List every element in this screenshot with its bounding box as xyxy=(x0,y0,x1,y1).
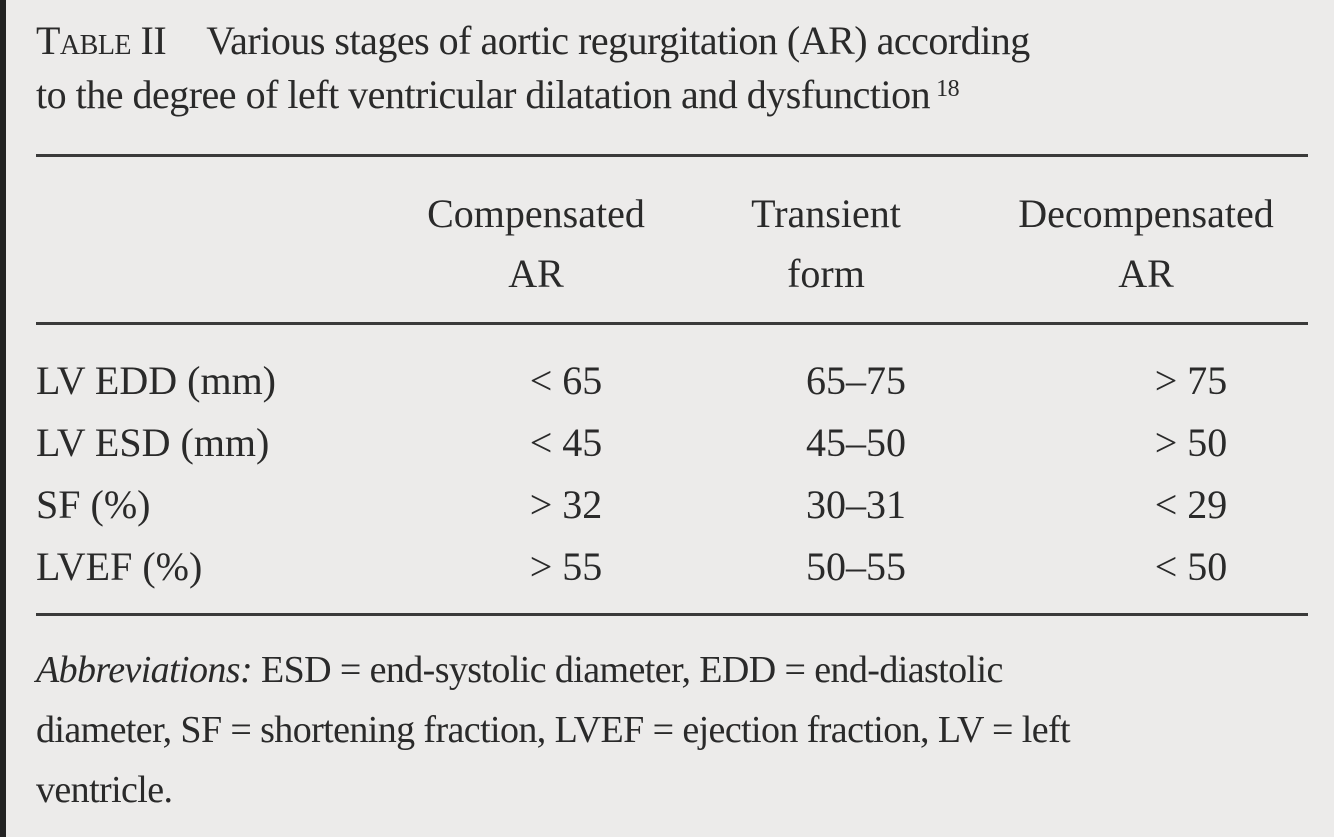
table-footnote xyxy=(36,640,1316,820)
footnote-label: Abbreviations: xyxy=(36,649,253,691)
column-header-line-1: Transient xyxy=(751,191,901,236)
caption-text-1: Various stages of aortic regurgitation (AR) according xyxy=(206,18,1030,63)
caption-line-1 xyxy=(36,14,1316,68)
cell-compensated: < 45 xyxy=(529,420,603,465)
caption-line-2 xyxy=(36,68,1316,122)
cell-decompensated: < 50 xyxy=(1154,544,1228,589)
column-header-line-1: Compensated xyxy=(427,191,645,236)
row-label: LVEF (%) xyxy=(36,544,203,589)
reference-superscript: 18 xyxy=(936,76,960,102)
column-header-transient xyxy=(726,184,926,304)
cell-compensated: > 55 xyxy=(529,544,603,589)
column-header-decompensated xyxy=(976,184,1316,304)
column-header-line-2: form xyxy=(787,251,865,296)
row-label: LV ESD (mm) xyxy=(36,420,270,465)
table-row xyxy=(36,536,1308,598)
table-row xyxy=(36,474,1308,536)
cell-transient: 65–75 xyxy=(806,358,906,403)
cell-decompensated: > 75 xyxy=(1154,358,1228,403)
table-caption xyxy=(36,14,1316,122)
cell-transient: 50–55 xyxy=(806,544,906,589)
cell-compensated: < 65 xyxy=(529,358,603,403)
table-row xyxy=(36,350,1308,412)
cell-decompensated: > 50 xyxy=(1154,420,1228,465)
table-row xyxy=(36,412,1308,474)
row-label: SF (%) xyxy=(36,482,151,527)
caption-text-2: to the degree of left ventricular dilatation and dysfunction xyxy=(36,72,931,117)
cell-decompensated: < 29 xyxy=(1154,482,1228,527)
footnote-text-1: ESD = end-systolic diameter, EDD = end-diastolic xyxy=(260,649,1003,691)
column-header-compensated xyxy=(396,184,676,304)
header-rule xyxy=(36,322,1308,325)
bottom-rule xyxy=(36,613,1308,616)
cell-transient: 30–31 xyxy=(806,482,906,527)
footnote-line-1 xyxy=(36,640,1316,700)
row-label: LV EDD (mm) xyxy=(36,358,276,403)
footnote-line-2: diameter, SF = shortening fraction, LVEF = ejection fraction, LV = left xyxy=(36,709,1070,751)
footnote-line-3: ventricle. xyxy=(36,769,173,811)
top-rule xyxy=(36,154,1308,157)
cell-transient: 45–50 xyxy=(806,420,906,465)
column-header-line-2: AR xyxy=(508,251,564,296)
column-header-line-1: Decompensated xyxy=(1018,191,1274,236)
cell-compensated: > 32 xyxy=(529,482,603,527)
table-label: Table II xyxy=(36,18,167,63)
column-header-line-2: AR xyxy=(1118,251,1174,296)
